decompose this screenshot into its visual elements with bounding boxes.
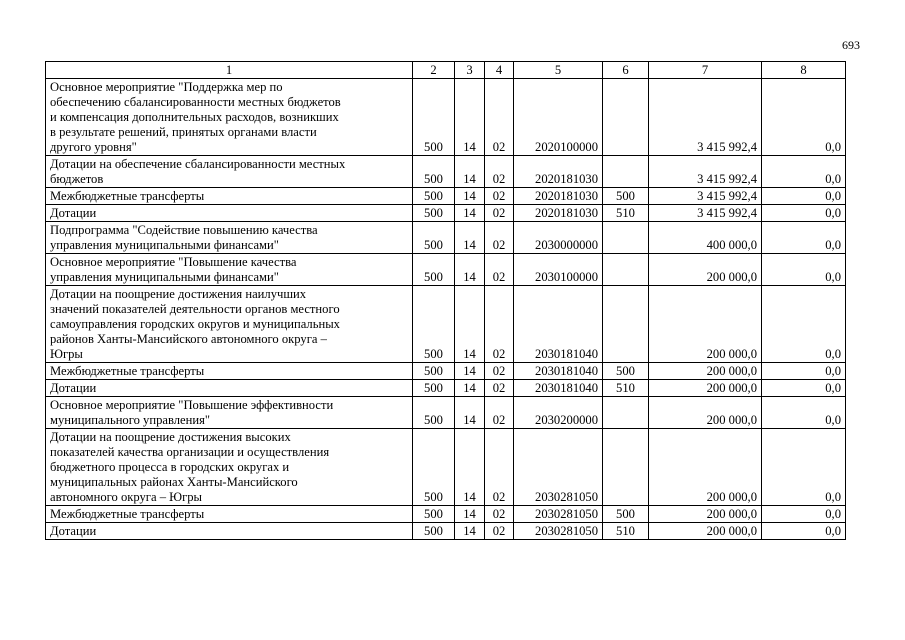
cell-section: 14 <box>455 156 485 188</box>
cell-section: 14 <box>455 188 485 205</box>
table-row <box>46 222 846 254</box>
cell-amount-2: 0,0 <box>762 380 846 397</box>
cell-description: Межбюджетные трансферты <box>46 188 413 205</box>
cell-target-code: 2030181040 <box>514 380 603 397</box>
cell-amount-2: 0,0 <box>762 254 846 286</box>
cell-subsection: 02 <box>485 523 514 540</box>
cell-amount: 200 000,0 <box>649 254 762 286</box>
cell-description: Дотации на обеспечение сбалансированности местных бюджетов <box>46 156 413 188</box>
cell-subsection: 02 <box>485 506 514 523</box>
cell-grbs: 500 <box>413 380 455 397</box>
cell-target-code: 2030200000 <box>514 397 603 429</box>
cell-description: Дотации <box>46 205 413 222</box>
cell-section: 14 <box>455 523 485 540</box>
header-cell: 4 <box>485 62 514 79</box>
cell-section: 14 <box>455 363 485 380</box>
header-cell: 8 <box>762 62 846 79</box>
cell-expense-type <box>603 222 649 254</box>
cell-target-code: 2030181040 <box>514 363 603 380</box>
header-cell: 7 <box>649 62 762 79</box>
cell-target-code: 2030281050 <box>514 523 603 540</box>
table-row <box>46 363 846 380</box>
cell-target-code: 2030281050 <box>514 429 603 506</box>
cell-section: 14 <box>455 286 485 363</box>
cell-amount: 200 000,0 <box>649 506 762 523</box>
cell-amount: 200 000,0 <box>649 286 762 363</box>
budget-table <box>45 61 846 540</box>
cell-amount-2: 0,0 <box>762 286 846 363</box>
page-number: 693 <box>842 38 860 52</box>
cell-amount-2: 0,0 <box>762 506 846 523</box>
cell-description: Подпрограмма "Содействие повышению качества управления муниципальными финансами" <box>46 222 413 254</box>
cell-amount: 3 415 992,4 <box>649 156 762 188</box>
cell-amount-2: 0,0 <box>762 79 846 156</box>
cell-description: Основное мероприятие "Повышение качества управления муниципальными финансами" <box>46 254 413 286</box>
cell-description: Основное мероприятие "Повышение эффективности муниципального управления" <box>46 397 413 429</box>
cell-section: 14 <box>455 380 485 397</box>
table-row <box>46 523 846 540</box>
cell-section: 14 <box>455 79 485 156</box>
cell-expense-type: 510 <box>603 380 649 397</box>
cell-description: Дотации <box>46 380 413 397</box>
cell-subsection: 02 <box>485 254 514 286</box>
header-cell: 3 <box>455 62 485 79</box>
cell-amount-2: 0,0 <box>762 397 846 429</box>
cell-subsection: 02 <box>485 363 514 380</box>
cell-grbs: 500 <box>413 506 455 523</box>
table-row <box>46 506 846 523</box>
cell-amount: 3 415 992,4 <box>649 188 762 205</box>
cell-grbs: 500 <box>413 363 455 380</box>
cell-expense-type <box>603 254 649 286</box>
cell-description: Межбюджетные трансферты <box>46 363 413 380</box>
header-cell: 5 <box>514 62 603 79</box>
cell-expense-type: 500 <box>603 363 649 380</box>
cell-grbs: 500 <box>413 156 455 188</box>
cell-expense-type <box>603 156 649 188</box>
cell-expense-type: 510 <box>603 205 649 222</box>
cell-section: 14 <box>455 397 485 429</box>
cell-subsection: 02 <box>485 397 514 429</box>
table-row <box>46 188 846 205</box>
cell-amount: 400 000,0 <box>649 222 762 254</box>
cell-grbs: 500 <box>413 429 455 506</box>
cell-amount: 3 415 992,4 <box>649 79 762 156</box>
cell-amount-2: 0,0 <box>762 363 846 380</box>
cell-expense-type <box>603 286 649 363</box>
cell-expense-type <box>603 397 649 429</box>
cell-subsection: 02 <box>485 286 514 363</box>
cell-grbs: 500 <box>413 222 455 254</box>
cell-target-code: 2030000000 <box>514 222 603 254</box>
table-row <box>46 79 846 156</box>
header-cell: 1 <box>46 62 413 79</box>
table-row <box>46 380 846 397</box>
cell-description: Дотации <box>46 523 413 540</box>
cell-target-code: 2020181030 <box>514 156 603 188</box>
cell-grbs: 500 <box>413 523 455 540</box>
cell-amount: 200 000,0 <box>649 429 762 506</box>
cell-grbs: 500 <box>413 79 455 156</box>
cell-amount-2: 0,0 <box>762 523 846 540</box>
cell-amount-2: 0,0 <box>762 156 846 188</box>
cell-description: Дотации на поощрение достижения высоких показателей качества организации и осуществления бюджетного процесса в городских округах и муниципальных районах Ханты-Мансийского автономного округа – Югры <box>46 429 413 506</box>
table-row <box>46 286 846 363</box>
cell-grbs: 500 <box>413 397 455 429</box>
cell-amount-2: 0,0 <box>762 188 846 205</box>
table-row <box>46 397 846 429</box>
cell-subsection: 02 <box>485 205 514 222</box>
cell-subsection: 02 <box>485 222 514 254</box>
cell-target-code: 2020181030 <box>514 188 603 205</box>
cell-section: 14 <box>455 506 485 523</box>
cell-target-code: 2030181040 <box>514 286 603 363</box>
cell-expense-type: 510 <box>603 523 649 540</box>
cell-expense-type: 500 <box>603 188 649 205</box>
cell-grbs: 500 <box>413 254 455 286</box>
cell-amount-2: 0,0 <box>762 429 846 506</box>
cell-section: 14 <box>455 222 485 254</box>
cell-expense-type <box>603 79 649 156</box>
cell-subsection: 02 <box>485 79 514 156</box>
cell-amount-2: 0,0 <box>762 205 846 222</box>
cell-section: 14 <box>455 205 485 222</box>
cell-target-code: 2020100000 <box>514 79 603 156</box>
table-row <box>46 254 846 286</box>
cell-grbs: 500 <box>413 205 455 222</box>
cell-description: Основное мероприятие "Поддержка мер по обеспечению сбалансированности местных бюджетов и компенсация дополнительных расходов, возникших в результате решений, принятых органами власти другого уровня" <box>46 79 413 156</box>
cell-target-code: 2030100000 <box>514 254 603 286</box>
cell-amount: 200 000,0 <box>649 523 762 540</box>
cell-amount: 200 000,0 <box>649 363 762 380</box>
cell-section: 14 <box>455 429 485 506</box>
table-row <box>46 205 846 222</box>
cell-expense-type: 500 <box>603 506 649 523</box>
cell-expense-type <box>603 429 649 506</box>
cell-amount-2: 0,0 <box>762 222 846 254</box>
cell-grbs: 500 <box>413 188 455 205</box>
cell-amount: 200 000,0 <box>649 397 762 429</box>
table-header-row <box>46 62 846 79</box>
header-cell: 2 <box>413 62 455 79</box>
cell-target-code: 2030281050 <box>514 506 603 523</box>
cell-description: Дотации на поощрение достижения наилучших значений показателей деятельности органов местного самоуправления городских округов и муниципальных районов Ханты-Мансийского автономного округа – Югры <box>46 286 413 363</box>
table-row <box>46 429 846 506</box>
cell-description: Межбюджетные трансферты <box>46 506 413 523</box>
cell-amount: 200 000,0 <box>649 380 762 397</box>
cell-subsection: 02 <box>485 156 514 188</box>
cell-subsection: 02 <box>485 429 514 506</box>
cell-subsection: 02 <box>485 380 514 397</box>
cell-subsection: 02 <box>485 188 514 205</box>
table-row <box>46 156 846 188</box>
cell-grbs: 500 <box>413 286 455 363</box>
cell-section: 14 <box>455 254 485 286</box>
header-cell: 6 <box>603 62 649 79</box>
cell-target-code: 2020181030 <box>514 205 603 222</box>
cell-amount: 3 415 992,4 <box>649 205 762 222</box>
